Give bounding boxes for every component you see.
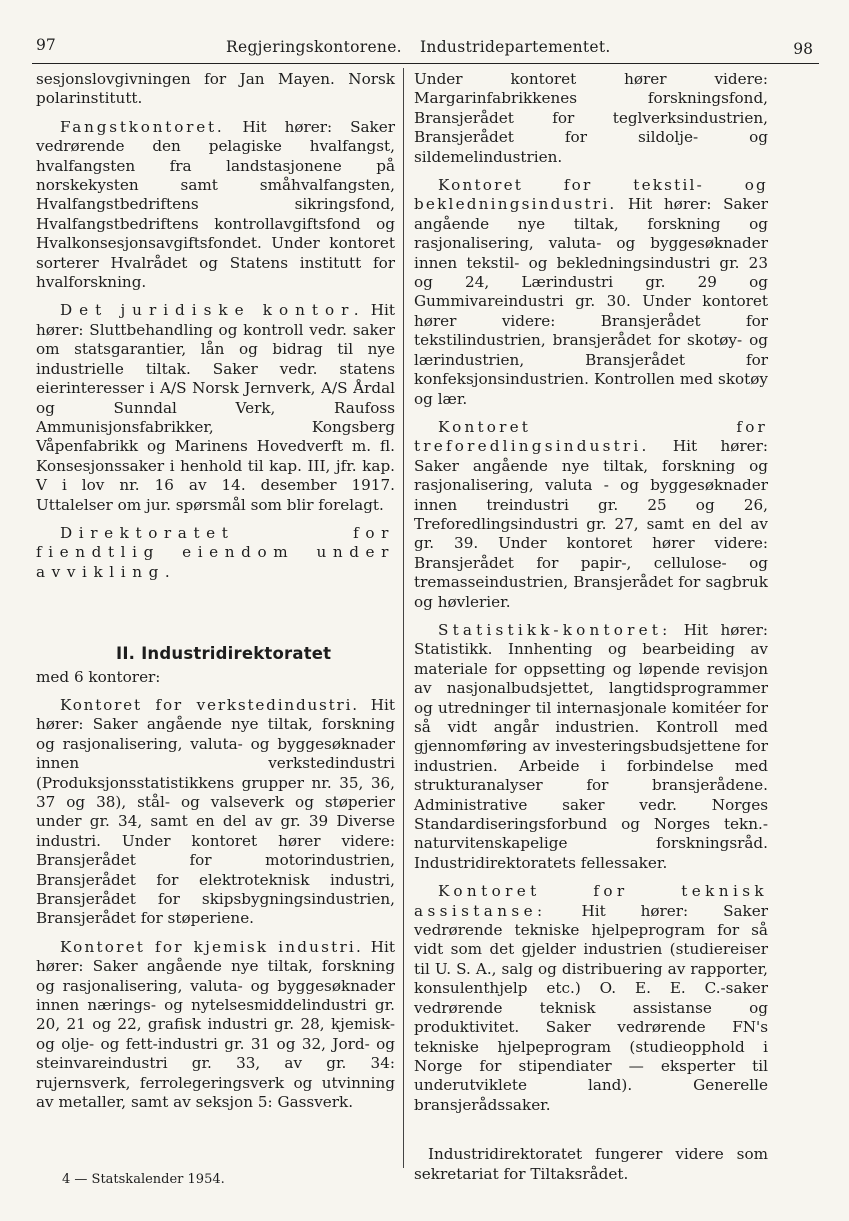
- paragraph-kjemisk-industri: Kontoret for kjemisk industri. Hit hører: Saker angående nye tiltak, forskning og rasjonalisering, valuta- og byggesøknader innen nærings- og nytelsesmiddelindustri gr. 20, 21 og 22, grafisk industri gr. 28, kjemisk- og olje- og fett-industri gr. 31 og 32, Jord- og steinvareindustri gr. 33, av gr. 34: rujernsverk, ferrolegeringsverk og utvinning av metaller, samt av seksjon 5: Gassverk.: [36, 937, 395, 1112]
- page-header: [36, 34, 813, 64]
- office-title: Det juridiske kontor.: [60, 301, 366, 320]
- header-rule: [32, 63, 819, 64]
- right-running-title: Industridepartementet.: [420, 38, 611, 56]
- office-title: Statistikk-kontoret:: [438, 620, 672, 639]
- paragraph-jan-mayen: sesjonslovgivningen for Jan Mayen. Norsk polarinstitutt.: [36, 70, 395, 108]
- paragraph-fangstkontoret: Fangstkontoret. Hit hører: Saker vedrørende den pelagiske hvalfangst, hvalfangsten fra landstasjonene på norskekysten samt småhvalfangsten, Hvalfangstbedriftens sikringsfond, Hvalfangstbedriftens kontrollavgiftsfond og Hvalkonsesjonsavgiftsfondet. Under kontoret sorterer Hvalrådet og Statens institutt for hvalforskning.: [36, 117, 395, 292]
- office-title: Kontoret for tekstil- og bekledningsindustri.: [414, 176, 768, 214]
- column-divider: [403, 68, 404, 1168]
- paragraph-margarin: Under kontoret hører videre: Margarinfabrikkenes forskningsfond, Bransjerådet for teglverksindustrien, Bransjerådet for sildolje- og sildemelindustrien.: [414, 70, 768, 166]
- paragraph-tekstil: Kontoret for tekstil- og bekledningsindustri. Hit hører: Saker angående nye tiltak, forskning og rasjonalisering, valuta- og byggesøknader innen tekstil- og bekledningsindustri gr. 23 og 24, Lærindustri gr. 29 og Gummivareindustri gr. 30. Under kontoret hører videre: Bransjerådet for tekstilindustrien, bransjerådet for skotøy- og lærindustrien, Bransjerådet for konfeksjonsindustrien. Kontrollen med skotøy og lær.: [414, 176, 768, 408]
- section-subtitle: med 6 kontorer:: [36, 667, 161, 686]
- paragraph-direktoratet: [36, 524, 395, 582]
- page-footer: 4 — Statskalender 1954.: [62, 1172, 225, 1187]
- right-column: [414, 70, 768, 1193]
- section-heading: II. Industridirektoratet: [116, 644, 332, 664]
- office-title: Kontoret for kjemisk industri.: [60, 937, 363, 956]
- paragraph-teknisk-assistanse: Kontoret for teknisk assistanse: Hit hører: Saker vedrørende tekniske hjelpeprogram for så vidt som det gjelder industrien (studiereiser til U. S. A., salg og distribuering av rapporter, konsulenthjelp etc.) O. E. E. C.-saker vedrørende teknisk assistanse og produktivitet. Saker vedrørende FN's tekniske hjelpeprogram (studieopphold i Norge for stipendiater — eksperter til underutviklete land). Generelle bransjerådssaker.: [414, 882, 768, 1114]
- office-title: Kontoret for verkstedindustri.: [60, 695, 359, 714]
- right-page-number: 98: [793, 40, 813, 58]
- office-title: Fangstkontoret.: [60, 117, 225, 136]
- paragraph-juridiske-kontor: Det juridiske kontor. Hit hører: Sluttbehandling og kontroll vedr. saker om statsgarantier, lån og bidrag til nye industrielle tiltak. Saker vedr. statens eierinteresser i A/S Norsk Jernverk, A/S Årdal og Sunndal Verk, Raufoss Ammunisjonsfabrikker, Kongsberg Våpenfabrikk og Marinens Hovedverft m. fl. Konsesjonssaker i henhold til kap. III, jfr. kap. V i lov nr. 16 av 14. desember 1917. Uttalelser om jur. spørsmål som blir forelagt.: [36, 301, 395, 514]
- office-title: Direktoratet for fiendtlig eiendom under avvikling.: [36, 523, 395, 581]
- left-column: [36, 70, 395, 1122]
- office-title: Kontoret for teknisk assistanse:: [414, 882, 768, 920]
- left-page-number: 97: [36, 36, 56, 54]
- left-running-title: Regjeringskontorene.: [226, 38, 402, 56]
- paragraph-statistikk: Statistikk-kontoret: Hit hører: Statistikk. Innhenting og bearbeiding av materiale for oppsetting og løpende revisjon av nasjonalbudsjettet, langtidsprogrammer og utredninger til internasjonale komitéer for så vidt angår industrien. Kontroll med gjennomføring av investeringsbudsjettene for industrien. Arbeide i forbindelse med strukturanalyser for bransjerådene. Administrative saker vedr. Norges Standardiseringsforbund og Norges tekn.-naturvitenskapelige forskningsråd. Industridirektoratets fellessaker.: [414, 620, 768, 872]
- paragraph-verkstedindustri: Kontoret for verkstedindustri. Hit hører: Saker angående nye tiltak, forskning og rasjonalisering, valuta- og byggesøknader innen verkstedindustri (Produksjonsstatistikkens grupper nr. 35, 36, 37 og 38), stål- og valseverk og støperier under gr. 34, samt en del av gr. 39 Diverse industri. Under kontoret hører videre: Bransjerådet for motorindustrien, Bransjerådet for elektroteknisk industri, Bransjerådet for skipsbygningsindustrien, Bransjerådet for støperiene.: [36, 695, 395, 928]
- paragraph-treforedling: Kontoret for treforedlingsindustri. Hit hører: Saker angående nye tiltak, forskning og rasjonalisering, valuta - og byggesøknader innen treindustri gr. 25 og 26, Treforedlingsindustri gr. 27, samt en del av gr. 39. Under kontoret hører videre: Bransjerådet for papir-, cellulose- og tremasseindustrien, Bransjerådet for sagbruk og høvlerier.: [414, 417, 768, 611]
- office-title: Kontoret for treforedlingsindustri.: [414, 417, 768, 456]
- paragraph-closing: Industridirektoratet fungerer videre som sekretariat for Tiltaksrådet.: [414, 1145, 768, 1183]
